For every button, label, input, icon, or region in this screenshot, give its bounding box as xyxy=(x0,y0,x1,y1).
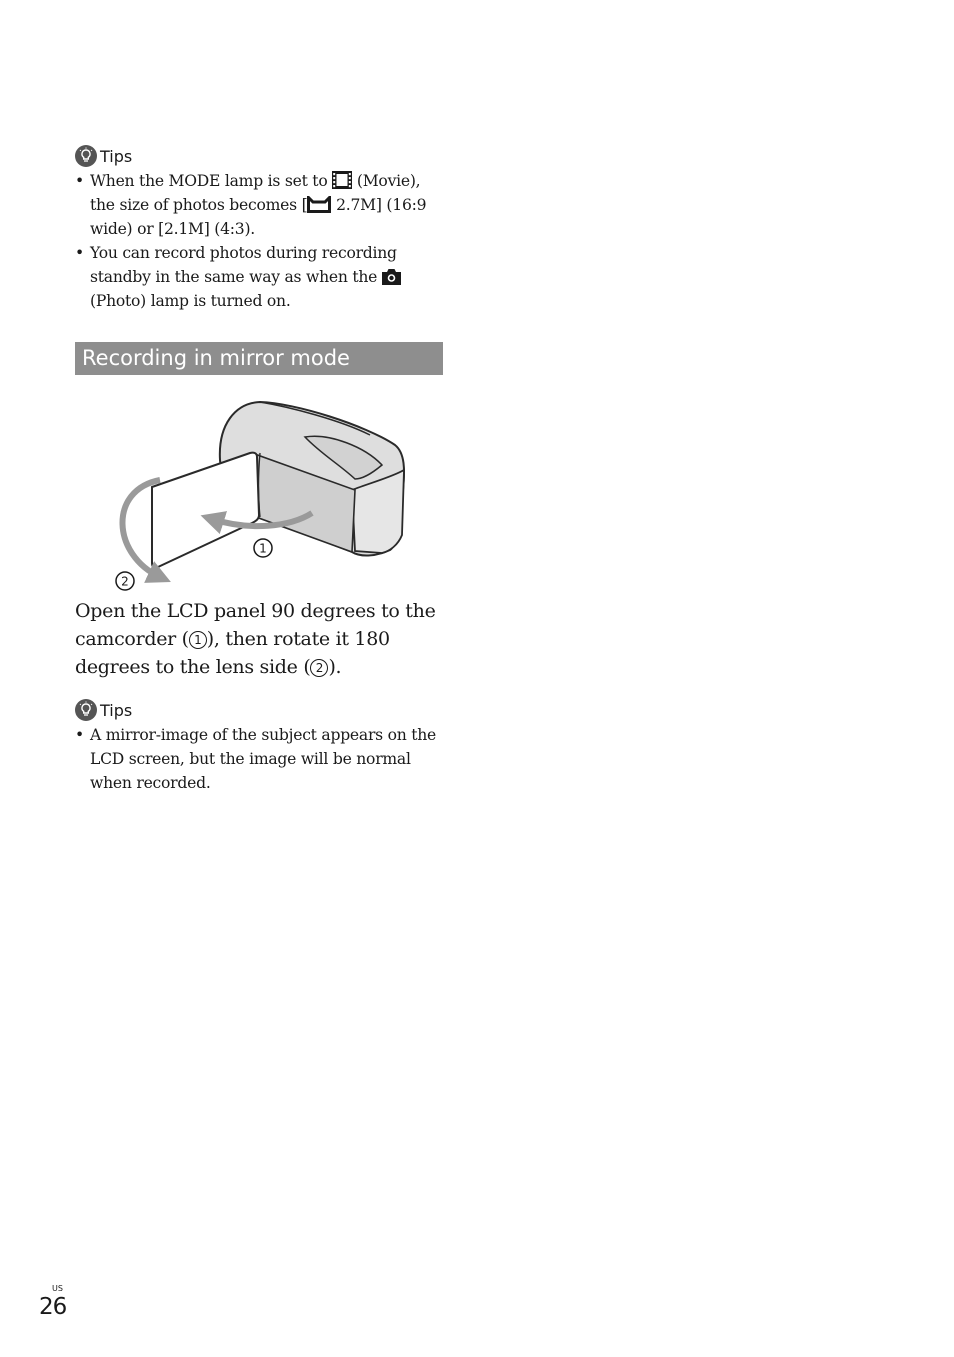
tips-block-2 xyxy=(75,699,443,795)
body-text: Open the LCD panel 90 degrees to the camcorder ( xyxy=(75,600,436,650)
tips-label: Tips xyxy=(100,700,133,720)
tip-text: When the MODE lamp is set to xyxy=(90,172,333,190)
tips-block-1 xyxy=(75,145,443,313)
tip-text: 2.7M] (16:9 wide) or [2.1M] (4:3). xyxy=(90,196,427,238)
step-2-ref: 2 xyxy=(310,659,328,677)
tips-list xyxy=(75,723,443,795)
tip-item xyxy=(75,169,443,241)
step-1-label: 1 xyxy=(259,541,267,556)
tip-item: • A mirror-image of the subject appears on the LCD screen, but the image will be normal when recorded. xyxy=(75,723,443,795)
tip-item xyxy=(75,241,443,313)
tips-label: Tips xyxy=(100,146,133,166)
tips-heading xyxy=(75,699,443,721)
tip-text: You can record photos during recording standby in the same way as when the xyxy=(90,244,397,286)
tip-text: (Movie), the size of photos becomes [ xyxy=(90,172,421,214)
body-text: ), then rotate it 180 degrees to the lens side ( xyxy=(75,628,390,678)
region-code: US xyxy=(52,1284,63,1293)
tips-heading xyxy=(75,145,443,167)
step-1-ref: 1 xyxy=(189,631,207,649)
tips-list xyxy=(75,169,443,313)
body-text: ). xyxy=(328,656,342,678)
step-2-label: 2 xyxy=(121,574,129,589)
camcorder-mirror-illustration xyxy=(100,395,420,595)
camera-icon xyxy=(382,269,401,285)
page-number-value: 26 xyxy=(39,1294,67,1320)
lightbulb-icon xyxy=(75,145,97,167)
wide-size-icon xyxy=(307,196,331,213)
movie-icon xyxy=(332,171,352,189)
lightbulb-icon xyxy=(75,699,97,721)
section-heading: Recording in mirror mode xyxy=(75,342,443,375)
instruction-paragraph xyxy=(75,597,455,681)
tip-text: (Photo) lamp is turned on. xyxy=(90,292,291,310)
lcd-panel xyxy=(152,453,259,568)
